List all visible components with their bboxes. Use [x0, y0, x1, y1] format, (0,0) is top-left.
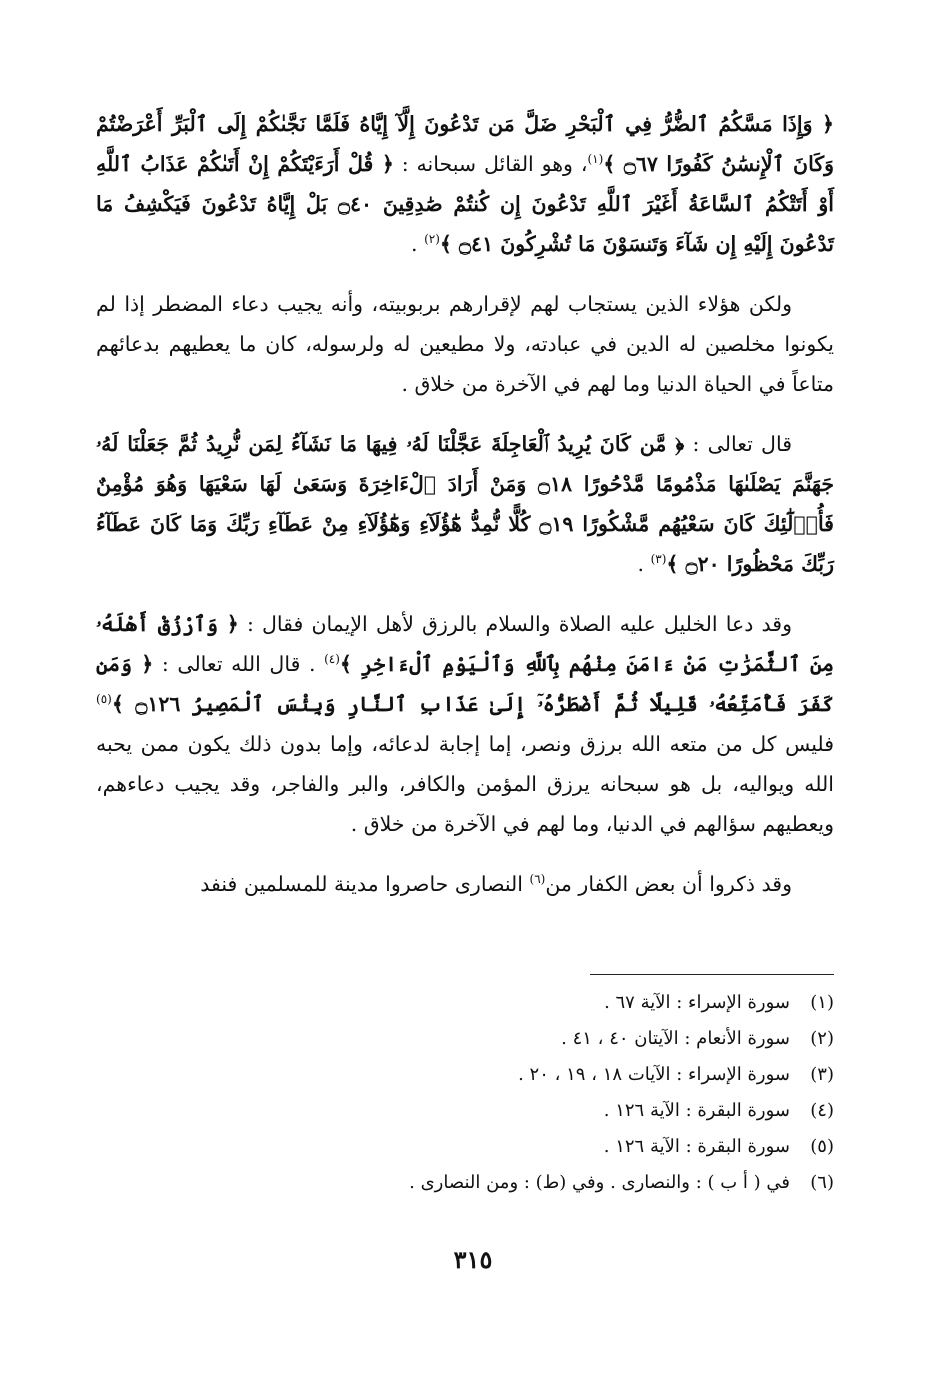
footnote — [200, 1165, 834, 1201]
footnote-text: سورة الإسراء : الآية ٦٧ . — [604, 992, 790, 1013]
paragraph — [96, 424, 834, 584]
text-segment: . قال الله تعالى : — [153, 652, 325, 676]
text-segment: ولكن هؤلاء الذين يستجاب لهم لإقرارهم بربوبيته، وأنه يجيب دعاء المضطر إذا لم يكونوا مخلصين له الدين في عبادته، ولا مطيعين له ولرسوله، كان ما يعطيهم بدعائهم متاعاً في الحياة الدنيا وما لهم في الآخرة من خلاق . — [96, 292, 834, 396]
footnote-reference: (٢) — [424, 232, 440, 247]
paragraph — [96, 284, 834, 404]
footnote-number: (١) — [810, 992, 834, 1013]
quran-verse: ﴿ وَٱرْزُقْ أَهْلَهُۥ مِنَ ٱلثَّمَرَٰتِ مَنْ ءَامَنَ مِنْهُم بِٱللَّهِ وَٱلْيَوْمِ ٱلْءَاخِرِ ﴾ — [96, 612, 835, 676]
quran-verse: ﴿ مَّن كَانَ يُرِيدُ ٱلْعَاجِلَةَ عَجَّلْنَا لَهُۥ فِيهَا مَا نَشَآءُ لِمَن نُّرِيدُ ثُمَّ جَعَلْنَا لَهُۥ جَهَنَّمَ يَصْلَىٰهَا مَذْمُومًا مَّدْحُورًا ۝١٨ وَمَنْ أَرَادَ ٱلْءَاخِرَةَ وَسَعَىٰ لَهَا سَعْيَهَا وَهُوَ مُؤْمِنٌ فَأُو۟لَٰٓئِكَ كَانَ سَعْيُهُم مَّشْكُورًا ۝١٩ كُلًّا نُّمِدُّ هَٰٓؤُلَآءِ وَهَٰٓؤُلَآءِ مِنْ عَطَآءِ رَبِّكَ وَمَا كَانَ عَطَآءُ رَبِّكَ مَحْظُورًا ۝٢٠ ﴾ — [96, 432, 835, 576]
footnote-reference: (٥) — [96, 692, 112, 707]
footnote-text: سورة الأنعام : الآيتان ٤٠ ، ٤١ . — [561, 1028, 790, 1049]
text-segment: ، وهو القائل سبحانه : — [393, 152, 588, 176]
paragraph — [96, 864, 834, 904]
quran-verse: ﴿ وَمَن كَفَرَ فَأُمَتِّعُهُۥ قَلِيلًا ثُمَّ أَضْطَرُّهُۥٓ إِلَىٰ عَذَابِ ٱلنَّارِ وَبِئْسَ ٱلْمَصِيرُ ۝١٢٦ ﴾ — [96, 652, 834, 716]
footnote — [200, 1093, 834, 1129]
text-segment: قال تعالى : — [684, 432, 792, 456]
quran-verse: ﴿ قُلْ أَرَءَيْتَكُمْ إِنْ أَتَىٰكُمْ عَذَابُ ٱللَّهِ أَوْ أَتَتْكُمُ ٱلسَّاعَةُ أَغَيْرَ ٱللَّهِ تَدْعُونَ إِن كُنتُمْ صَٰدِقِينَ ۝٤٠ بَلْ إِيَّاهُ تَدْعُونَ فَيَكْشِفُ مَا تَدْعُونَ إِلَيْهِ إِن شَآءَ وَتَنسَوْنَ مَا تُشْرِكُونَ ۝٤١ ﴾ — [96, 152, 834, 256]
footnote-reference: (١) — [587, 152, 604, 167]
footnote-separator — [590, 974, 834, 975]
footnote-number: (٤) — [810, 1100, 834, 1121]
footnote-text: في ( أ ب ) : والنصارى . وفي (ط) : ومن النصارى . — [409, 1172, 790, 1193]
footnote — [200, 1129, 834, 1165]
footnote — [200, 1021, 834, 1057]
text-segment: فليس كل من متعه الله برزق ونصر، إما إجابة لدعائه، وإما بدون ذلك يكون ممن يحبه الله ويواليه، بل هو سبحانه يرزق المؤمن والكافر، والبر والفاجر، وقد يجيب دعاءهم، ويعطيهم سؤالهم في الدنيا، وما لهم في الآخرة من خلاق . — [96, 732, 834, 836]
footnote-text: سورة البقرة : الآية ١٢٦ . — [603, 1136, 790, 1157]
footnote-text: سورة البقرة : الآية ١٢٦ . — [603, 1100, 790, 1121]
text-segment: . — [411, 232, 425, 256]
paragraph — [96, 104, 834, 264]
footnote-number: (٦) — [810, 1172, 834, 1193]
text-segment: وقد دعا الخليل عليه الصلاة والسلام بالرزق لأهل الإيمان فقال : — [238, 612, 792, 636]
text-segment: وقد ذكروا أن بعض الكفار من — [545, 872, 792, 896]
paragraph — [96, 604, 834, 844]
footnote-text: سورة الإسراء : الآيات ١٨ ، ١٩ ، ٢٠ . — [518, 1064, 790, 1085]
footnote — [200, 985, 834, 1021]
text-segment: . — [637, 552, 651, 576]
footnote-number: (٢) — [810, 1028, 834, 1049]
footnote-number: (٥) — [810, 1136, 834, 1157]
footnote-reference: (٤) — [324, 652, 340, 667]
text-segment: النصارى حاصروا مدينة للمسلمين فنفد — [200, 872, 530, 896]
footnote — [200, 1057, 834, 1093]
footnote-reference: (٦) — [529, 872, 546, 887]
main-text — [96, 104, 834, 924]
footnotes-list — [200, 985, 834, 1201]
footnote-reference: (٣) — [650, 552, 667, 567]
page-number: ٣١٥ — [453, 1245, 493, 1274]
footnote-number: (٣) — [810, 1064, 834, 1085]
quran-verse: ﴿ وَإِذَا مَسَّكُمُ ٱلضُّرُّ فِي ٱلْبَحْرِ ضَلَّ مَن تَدْعُونَ إِلَّآ إِيَّاهُ فَلَمَّا نَجَّىٰكُمْ إِلَى ٱلْبَرِّ أَعْرَضْتُمْ وَكَانَ ٱلْإِنسَٰنُ كَفُورًا ۝٦٧ ﴾ — [96, 112, 834, 176]
